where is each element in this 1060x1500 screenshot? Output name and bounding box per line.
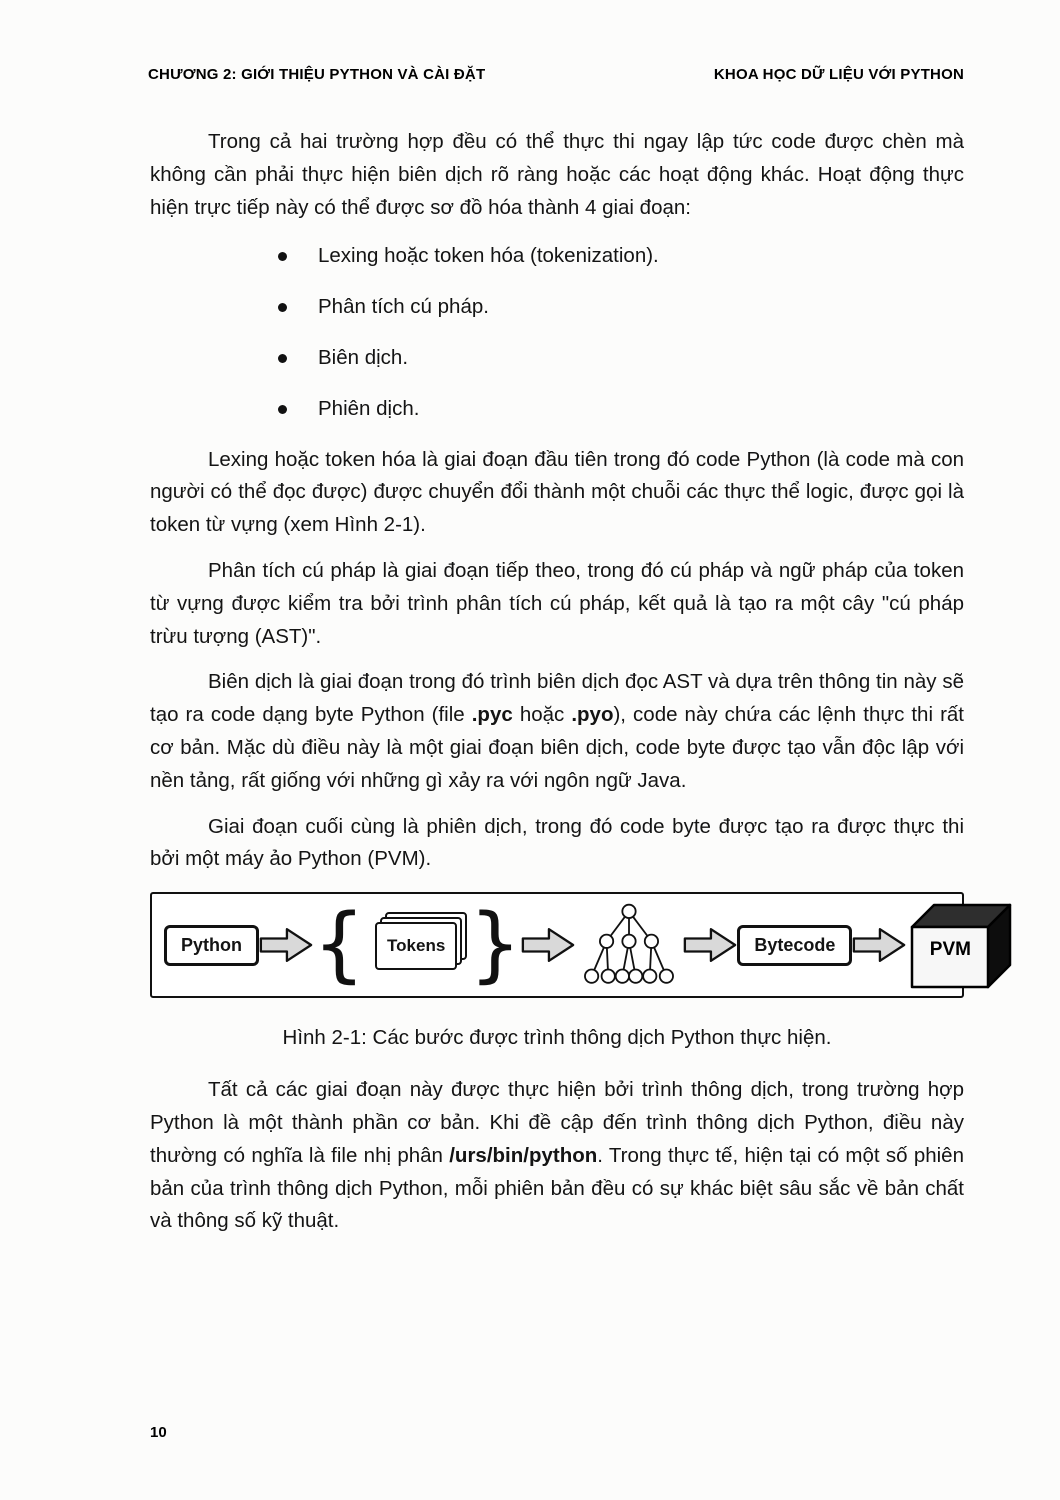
right-brace-icon: } bbox=[469, 897, 522, 993]
flow-arrow-icon bbox=[259, 924, 313, 966]
page-front bbox=[375, 922, 457, 970]
paragraph-interpreter bbox=[150, 1074, 964, 1238]
pvm-cube bbox=[906, 899, 1018, 991]
paragraph-lexing: Lexing hoặc token hóa là giai đoạn đầu tiên trong đó code Python (là code mà con người có thể đọc được) được chuyển đổi thành một chuỗi các thực thể logic, được gọi là token từ vựng (xem Hình 2-1). bbox=[150, 447, 964, 537]
ast-tree-icon bbox=[575, 897, 683, 993]
bullet-item-compiling: Biên dịch. bbox=[278, 342, 964, 375]
flow-arrow-icon bbox=[683, 924, 737, 966]
bytecode-box bbox=[737, 925, 852, 966]
text-segment: ), code này chứa các lệnh thực thi rất cơ bản. Mặc dù điều này là một giai đoạn biên dịch, code byte được tạo vẫn độc lập với nền tảng, rất giống với những gì xảy ra với ngôn ngữ Java. bbox=[150, 703, 964, 792]
python-binary-path: /urs/bin/python bbox=[449, 1143, 598, 1167]
tokens-pages-icon bbox=[367, 912, 467, 978]
python-label: Python bbox=[181, 934, 242, 955]
flow-arrow-icon bbox=[852, 924, 906, 966]
stages-bullet-list bbox=[150, 240, 964, 425]
chapter-header: CHƯƠNG 2: GIỚI THIỆU PYTHON VÀ CÀI ĐẶT bbox=[148, 66, 486, 83]
book-title-header: KHOA HỌC DỮ LIỆU VỚI PYTHON bbox=[713, 66, 964, 83]
bullet-item-parsing: Phân tích cú pháp. bbox=[278, 291, 964, 324]
text-segment: . Trong thực tế, hiện tại có một số phiên bản của trình thông dịch Python, mỗi phiên bản đều có sự khác biệt sâu sắc về bản chất và thông số kỹ thuật. bbox=[150, 1143, 964, 1233]
page-header bbox=[148, 66, 964, 83]
tokens-group bbox=[313, 897, 522, 993]
pyo-file-label: .pyo bbox=[571, 703, 614, 727]
paragraph-compiling bbox=[150, 666, 964, 797]
figure-2-1-diagram bbox=[150, 892, 971, 998]
python-box bbox=[164, 925, 259, 966]
tokens-label: Tokens bbox=[387, 936, 446, 956]
text-segment: Tất cả các giai đoạn này được thực hiện bởi trình thông dịch, trong trường hợp Python là một thành phần cơ bản. Khi đề cập đến trình thông dịch Python, điều này thường có nghĩa là file nhị phân bbox=[150, 1078, 964, 1167]
page-content bbox=[150, 126, 971, 1251]
pvm-label: PVM bbox=[929, 939, 971, 961]
text-segment: Biên dịch là giai đoạn trong đó trình biên dịch đọc AST và dựa trên thông tin này sẽ tạo ra code dạng byte Python (file bbox=[150, 670, 964, 727]
text-segment: hoặc bbox=[512, 703, 572, 727]
paragraph-interpreting: Giai đoạn cuối cùng là phiên dịch, trong đó code byte được tạo ra được thực thi bởi một máy ảo Python (PVM). bbox=[150, 814, 964, 871]
left-brace-icon: { bbox=[313, 897, 366, 993]
paragraph-intro: Trong cả hai trường hợp đều có thể thực thi ngay lập tức code được chèn mà không cần phải thực hiện biên dịch rõ ràng hoặc các hoạt động khác. Hoạt động thực hiện trực tiếp này có thể được sơ đồ hóa thành 4 giai đoạn: bbox=[150, 130, 964, 219]
bytecode-label: Bytecode bbox=[754, 934, 836, 955]
flow-arrow-icon bbox=[521, 924, 575, 966]
bullet-item-interpreting: Phiên dịch. bbox=[278, 393, 964, 426]
figure-caption: Hình 2-1: Các bước được trình thông dịch Python thực hiện. bbox=[282, 1026, 832, 1050]
bullet-item-lexing: Lexing hoặc token hóa (tokenization). bbox=[278, 240, 964, 273]
pyc-file-label: .pyc bbox=[471, 703, 513, 727]
paragraph-parsing: Phân tích cú pháp là giai đoạn tiếp theo, trong đó cú pháp và ngữ pháp của token từ vựng được kiểm tra bởi trình phân tích cú pháp, kết quả là tạo ra một cây "cú pháp trừu tượng (AST)". bbox=[150, 558, 964, 648]
page-number: 10 bbox=[150, 1424, 167, 1441]
